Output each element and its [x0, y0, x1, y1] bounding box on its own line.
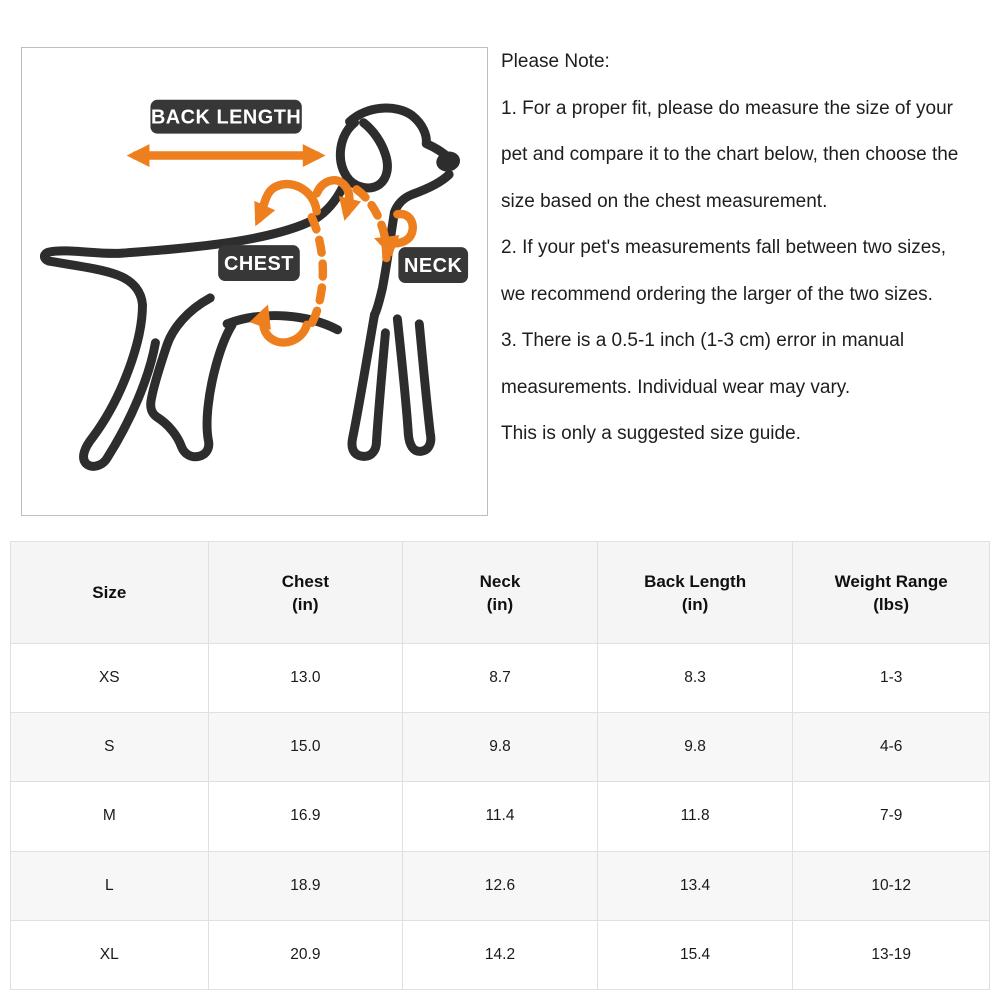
- cell-chest: 15.0: [208, 713, 403, 781]
- header-unit: (in): [292, 594, 319, 614]
- cell-chest: 16.9: [208, 782, 403, 850]
- cell-neck: 11.4: [402, 782, 597, 850]
- cell-back-length: 9.8: [597, 713, 793, 781]
- notes-section: [501, 39, 1000, 458]
- cell-back-length: 8.3: [597, 644, 793, 712]
- cell-back-length: 11.8: [597, 782, 793, 850]
- header-title: Size: [92, 583, 127, 602]
- cell-weight-range: 13-19: [792, 921, 989, 989]
- neck-label: NECK: [404, 255, 463, 278]
- header-cell-chest: [208, 542, 403, 643]
- cell-chest: 18.9: [208, 852, 403, 920]
- cell-size: L: [104, 876, 114, 894]
- header-title: Weight Range: [834, 571, 948, 591]
- note-line: we recommend ordering the larger of the two sizes.: [501, 283, 933, 305]
- neck-dashed-girth: [357, 189, 387, 258]
- header-cell-neck: [402, 542, 597, 643]
- note-line: measurements. Individual wear may vary.: [501, 376, 851, 398]
- table-row-m: [11, 781, 989, 850]
- header-unit: (lbs): [873, 594, 910, 614]
- table-row-s: [11, 712, 989, 781]
- cell-back-length: 15.4: [597, 921, 793, 989]
- cell-size: XS: [98, 669, 120, 687]
- cell-weight-range: 1-3: [792, 644, 989, 712]
- cell-weight-range: 4-6: [792, 713, 989, 781]
- cell-size: M: [102, 807, 116, 825]
- table-row-xs: [11, 643, 989, 712]
- cell-size: S: [104, 738, 115, 756]
- dog-measurement-diagram: [21, 47, 488, 516]
- cell-back-length: 13.4: [597, 852, 793, 920]
- table-row-l: [11, 851, 989, 920]
- cell-chest: 20.9: [208, 921, 403, 989]
- cell-neck: 12.6: [402, 852, 597, 920]
- cell-size: XL: [99, 945, 119, 963]
- chest-label: CHEST: [223, 253, 294, 276]
- note-line: This is only a suggested size guide.: [501, 423, 801, 444]
- table-row-xl: [11, 920, 989, 989]
- header-unit: (in): [486, 594, 514, 614]
- header-cell-size: [11, 542, 208, 643]
- cell-neck: 14.2: [402, 921, 597, 989]
- table-header-row: [11, 542, 989, 643]
- dog-diagram-svg: [22, 48, 487, 515]
- cell-chest: 13.0: [208, 644, 403, 712]
- cell-neck: 9.8: [402, 713, 597, 781]
- header-title: Neck: [479, 571, 521, 591]
- cell-weight-range: 10-12: [792, 852, 989, 920]
- header-unit: (in): [681, 594, 709, 614]
- cell-weight-range: 7-9: [792, 782, 989, 850]
- note-line: size based on the chest measurement.: [501, 190, 828, 212]
- note-line: 3. There is a 0.5-1 inch (1-3 cm) error in manual: [501, 330, 905, 351]
- header-title: Back Length: [644, 571, 747, 591]
- note-line: pet and compare it to the chart below, then choose the: [501, 144, 959, 165]
- back-length-label: BACK LENGTH: [150, 106, 302, 129]
- chest-dashed-girth: [309, 217, 323, 329]
- note-line: 2. If your pet's measurements fall between two sizes,: [501, 237, 947, 258]
- notes-heading: Please Note:: [501, 51, 610, 72]
- dog-outline-drawing: [44, 108, 449, 466]
- cell-neck: 8.7: [402, 644, 597, 712]
- header-title: Chest: [281, 571, 329, 591]
- note-line: 1. For a proper fit, please do measure the size of your: [501, 97, 954, 119]
- header-cell-weight-range: [792, 542, 989, 643]
- header-cell-back-length: [597, 542, 793, 643]
- size-table: [10, 541, 990, 990]
- chest-top-arrow: [259, 184, 317, 218]
